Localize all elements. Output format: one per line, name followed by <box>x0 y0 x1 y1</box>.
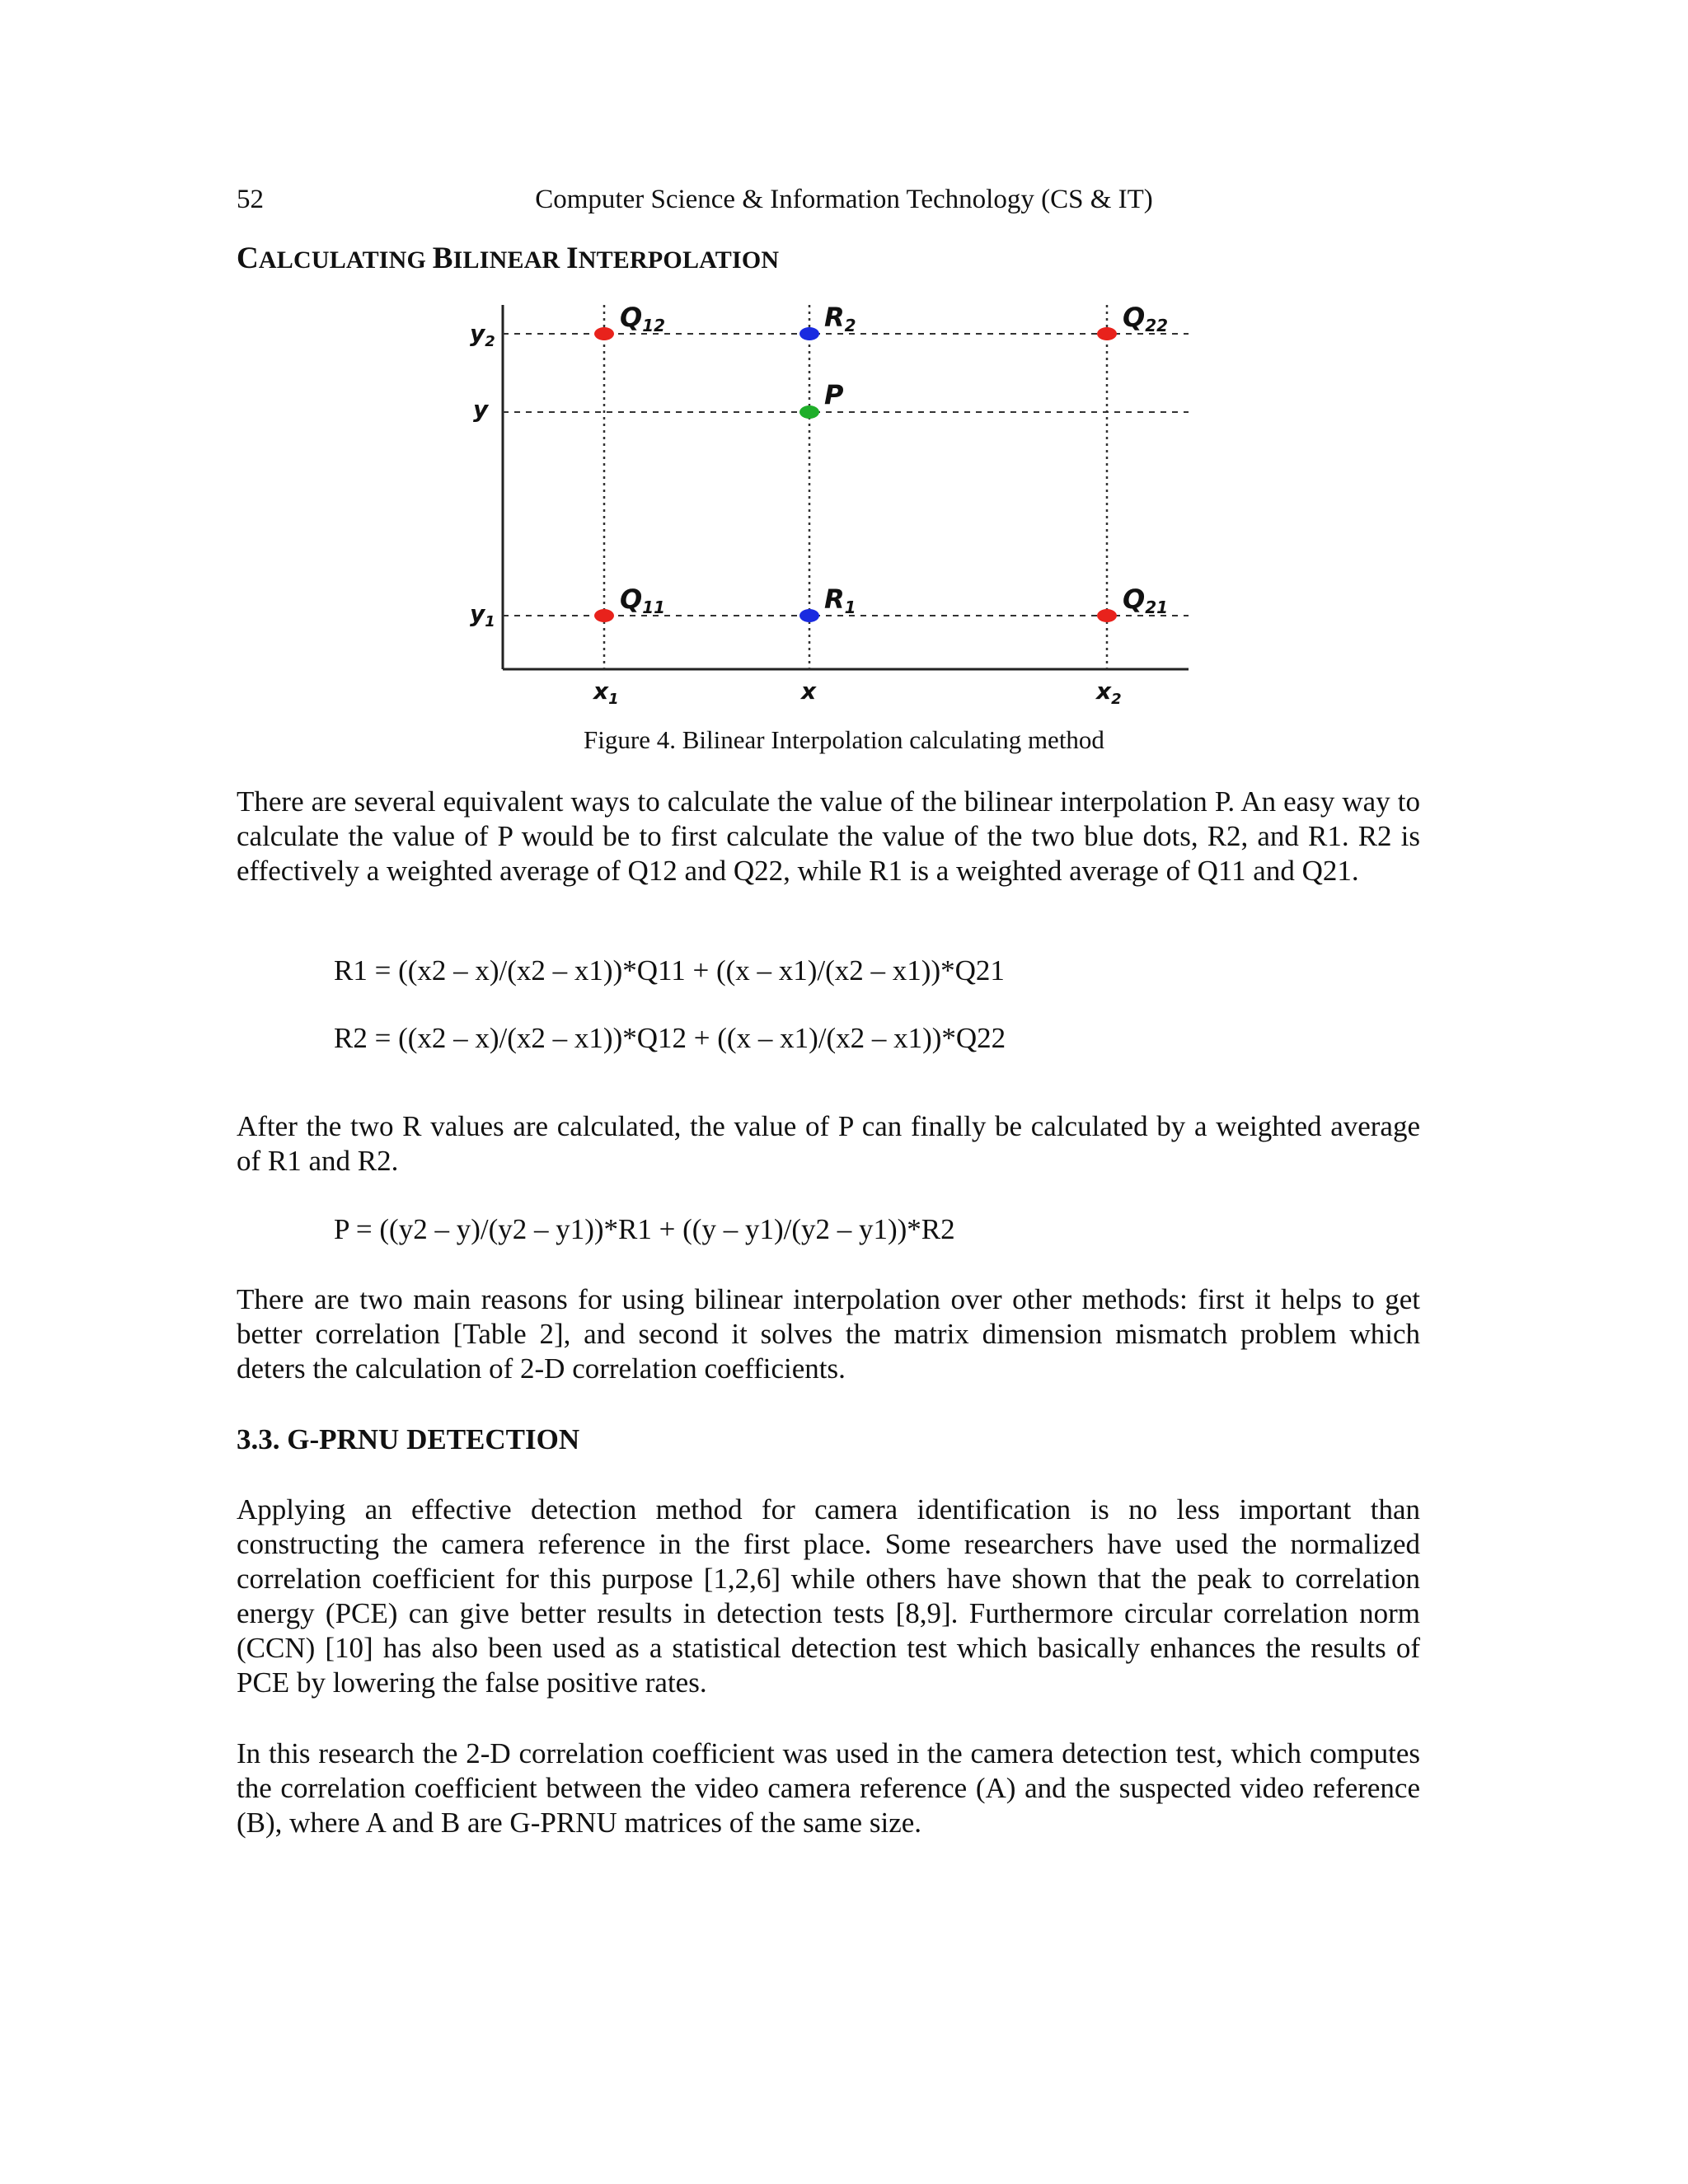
tick-x1: $x_1$ <box>593 677 619 708</box>
label-r2: R2 <box>824 302 856 335</box>
title-rest-ilinear: ILINEAR <box>452 246 567 274</box>
running-title-text: Computer Science & Information Technology (CS & IT) <box>535 185 1153 214</box>
tick-x2: $x_2$ <box>1096 677 1122 708</box>
label-r1: R1 <box>824 583 856 617</box>
paragraph-5: In this research the 2-D correlation coefficient was used in the camera detection test, which computes the correlation coefficient between the video camera reference (A) and the suspected video reference (B), where A and B are G-PRNU matrices of the same size. <box>237 1737 1420 1839</box>
tick-x: x <box>801 677 817 705</box>
page-number: 52 <box>237 185 264 214</box>
tick-y1: $y_1$ <box>470 600 495 630</box>
label-q22: Q22 <box>1123 302 1169 335</box>
label-q12: Q12 <box>620 302 666 335</box>
point-q11 <box>594 609 614 622</box>
section-title <box>237 241 779 276</box>
paragraph-2: After the two R values are calculated, the value of P can finally be calculated by a weighted average of R1 and R2. <box>237 1110 1420 1177</box>
point-q12 <box>594 327 614 340</box>
point-r2 <box>799 327 819 340</box>
title-rest-alculating: ALCULATING <box>258 246 433 274</box>
equation-p: P = ((y2 – y)/(y2 – y1))*R1 + ((y – y1)/(y2 – y1))*R2 <box>334 1213 955 1245</box>
bilinear-diagram <box>445 297 1203 709</box>
equation-r2: R2 = ((x2 – x)/(x2 – x1))*Q12 + ((x – x1)/(x2 – x1))*Q22 <box>334 1022 1006 1054</box>
figure-caption: Figure 4. Bilinear Interpolation calculating method <box>584 725 1104 754</box>
title-initial-b: B <box>432 241 453 275</box>
label-q21: Q21 <box>1123 583 1169 617</box>
tick-y: y <box>473 396 489 423</box>
title-initial-i: I <box>566 241 579 275</box>
paragraph-3: There are two main reasons for using bilinear interpolation over other methods: first it helps to get better correlation [Table 2], and second it solves the matrix dimension mismatch problem which deters the calculation of 2-D correlation coefficients. <box>237 1283 1420 1385</box>
tick-y2: $y_2$ <box>470 320 495 350</box>
running-title <box>0 185 1688 215</box>
label-p: P <box>824 379 844 410</box>
title-rest-nterpolation: NTERPOLATION <box>578 246 780 274</box>
title-initial-c: C <box>237 241 259 275</box>
section-heading-g-prnu: 3.3. G-PRNU DETECTION <box>237 1423 580 1455</box>
equation-r1: R1 = ((x2 – x)/(x2 – x1))*Q11 + ((x – x1)/(x2 – x1))*Q21 <box>334 954 1005 987</box>
paragraph-1: There are several equivalent ways to calculate the value of the bilinear interpolation P. An easy way to calculate the value of P would be to first calculate the value of the two blue dots, R2, and R1. R2 is effectively a weighted average of Q12 and Q22, while R1 is a weighted average of Q11 and Q21. <box>237 785 1420 887</box>
paragraph-4: Applying an effective detection method for camera identification is no less important than constructing the camera reference in the first place. Some researchers have used the normalized correlation coefficient for this purpose [1,2,6] while others have shown that the peak to correlation energy (PCE) can give better results in detection tests [8,9]. Furthermore circular correlation norm (CCN) [10] has also been used as a statistical detection test which basically enhances the results of PCE by lowering the false positive rates. <box>237 1493 1420 1699</box>
label-q11: Q11 <box>620 583 666 617</box>
point-p <box>799 405 819 419</box>
point-r1 <box>799 609 819 622</box>
bilinear-figure <box>445 297 1203 709</box>
point-q22 <box>1097 327 1117 340</box>
point-q21 <box>1097 609 1117 622</box>
